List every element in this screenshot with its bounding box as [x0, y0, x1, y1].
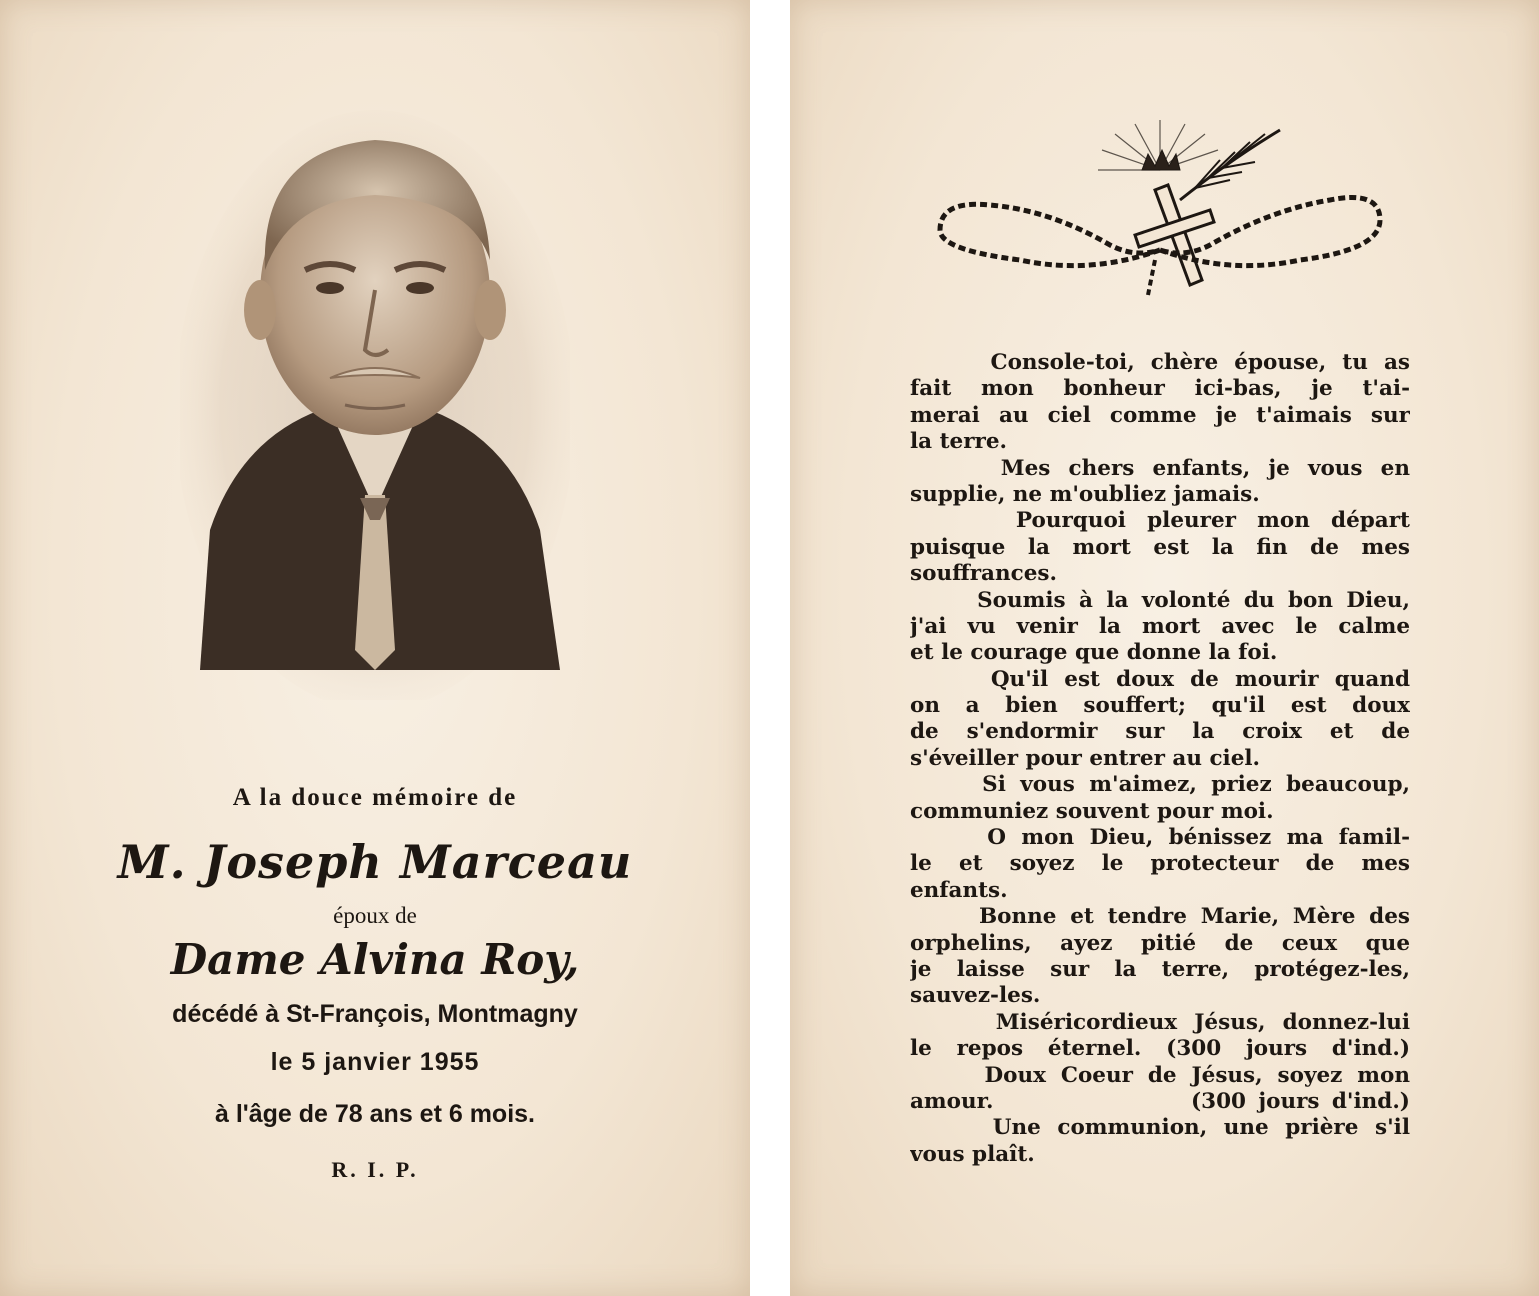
prayer-line: le repos éternel. (300 jours d'ind.): [910, 1036, 1410, 1062]
prayer-line: Doux Coeur de Jésus, soyez mon: [910, 1062, 1410, 1088]
prayer-line: on a bien souffert; qu'il est doux: [910, 693, 1410, 719]
rosary-cross-ornament: [930, 110, 1390, 300]
prayer-line: O mon Dieu, bénissez ma famil-: [910, 825, 1410, 851]
death-place: décédé à St-François, Montmagny: [172, 1000, 578, 1028]
memorial-card-front: [0, 0, 750, 1296]
age-at-death: à l'âge de 78 ans et 6 mois.: [215, 1100, 535, 1128]
prayer-line: le et soyez le protecteur de mes: [910, 851, 1410, 877]
spouse-name: Dame Alvina Roy,: [170, 935, 580, 984]
prayer-line: orphelins, ayez pitié de ceux que: [910, 930, 1410, 956]
death-date: le 5 janvier 1955: [270, 1048, 480, 1076]
prayer-line: fait mon bonheur ici-bas, je t'ai-: [910, 376, 1410, 402]
rip-inscription: R. I. P.: [331, 1157, 419, 1182]
prayer-line: communiez souvent pour moi.: [910, 798, 1274, 824]
prayer-line: souffrances.: [910, 561, 1057, 587]
prayer-text: [910, 350, 1410, 1168]
prayer-line: Miséricordieux Jésus, donnez-lui: [910, 1009, 1410, 1035]
portrait-photo: [180, 110, 570, 700]
memorial-card-back: [790, 0, 1539, 1296]
prayer-line: Qu'il est doux de mourir quand: [910, 666, 1410, 692]
prayer-line: sauvez-les.: [910, 983, 1041, 1009]
prayer-line: la terre.: [910, 429, 1008, 455]
prayer-line: Pourquoi pleurer mon départ: [910, 508, 1410, 534]
prayer-line: puisque la mort est la fin de mes: [910, 534, 1410, 560]
memorial-intro: A la douce mémoire de: [232, 784, 518, 811]
prayer-line: Mes chers enfants, je vous en: [910, 455, 1410, 481]
prayer-line: vous plaît.: [910, 1141, 1035, 1167]
prayer-line: et le courage que donne la foi.: [910, 640, 1278, 666]
prayer-line: je laisse sur la terre, protégez-les,: [910, 956, 1410, 982]
prayer-line: Console-toi, chère épouse, tu as: [910, 350, 1410, 375]
prayer-line: enfants.: [910, 877, 1008, 903]
spouse-label: époux de: [333, 903, 417, 928]
prayer-line: Une communion, une prière s'il: [910, 1115, 1410, 1141]
prayer-line: Bonne et tendre Marie, Mère des: [910, 904, 1410, 930]
prayer-line: supplie, ne m'oubliez jamais.: [910, 481, 1260, 507]
prayer-line: merai au ciel comme je t'aimais sur: [910, 402, 1410, 428]
prayer-line: Soumis à la volonté du bon Dieu,: [910, 587, 1410, 613]
prayer-line: amour. (300 jours d'ind.): [910, 1088, 1410, 1114]
prayer-line: j'ai vu venir la mort avec le calme: [910, 613, 1410, 639]
prayer-line: de s'endormir sur la croix et de: [910, 719, 1410, 745]
deceased-name: M. Joseph Marceau: [117, 835, 633, 889]
prayer-line: s'éveiller pour entrer au ciel.: [910, 745, 1261, 771]
prayer-line: Si vous m'aimez, priez beaucoup,: [910, 772, 1410, 798]
